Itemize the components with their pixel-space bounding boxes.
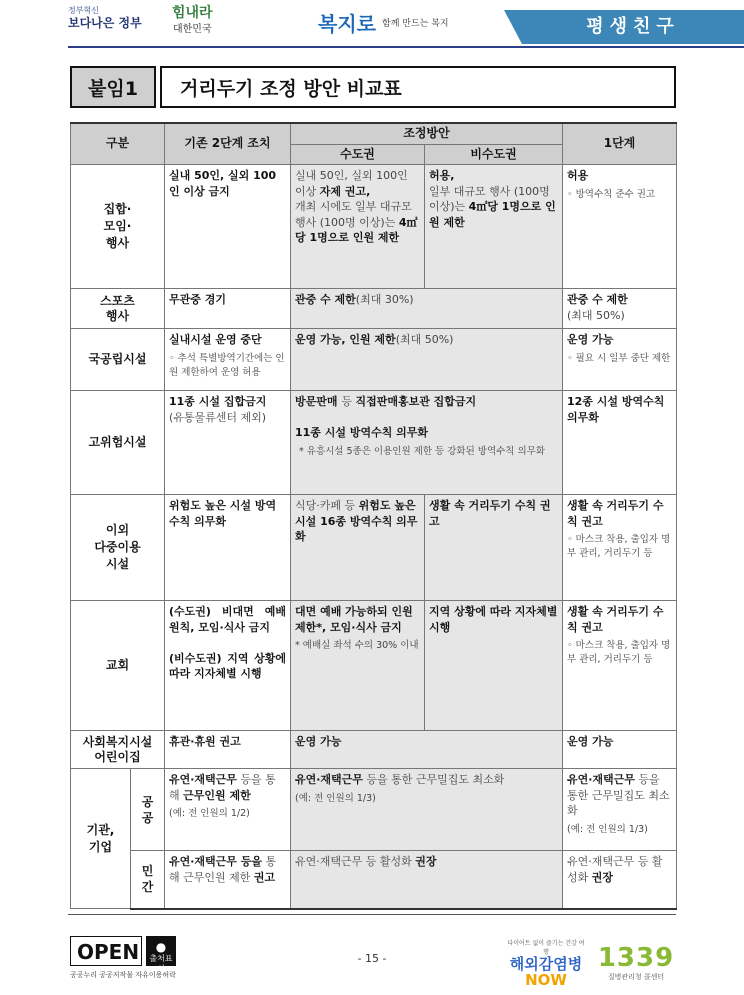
note: * 유흥시설 5종은 이용인원 제한 등 강화된 방역수칙 의무화 — [299, 445, 546, 457]
text: 4㎡당 1명으로 인원 제한 — [429, 200, 556, 229]
hotline-number: 1339 — [597, 943, 675, 973]
gov-innovation-logo — [68, 6, 142, 30]
header-current: 기존 2단계 조치 — [165, 123, 291, 165]
row-label-gathering: 집합· 모임· 행사 — [71, 165, 165, 289]
text: 실내시설 운영 중단 — [169, 333, 262, 346]
cell-highrisk-stage1: 12종 시설 방역수칙 의무화 — [563, 391, 677, 495]
table-row — [71, 289, 677, 329]
text: 관중 수 제한 — [295, 293, 356, 306]
cell-church-noncapital: 지역 상황에 따라 지자체별 시행 — [425, 601, 563, 731]
row-label-multiuse: 이외 다중이용 시설 — [71, 495, 165, 601]
text: 유연·재택근무 등 활성화 — [295, 855, 416, 868]
welfare-logo-text: 복지로 — [318, 12, 376, 36]
header-banner: 평생친구 — [522, 10, 744, 44]
cell-church-stage1 — [563, 601, 677, 731]
text: (수도권) 비대면 예배 원칙, 모임·식사 금지 — [169, 605, 286, 634]
cell-sports-current: 무관중 경기 — [165, 289, 291, 329]
header-capital: 수도권 — [291, 144, 425, 165]
text: 운영 가능 — [567, 333, 614, 346]
cell-welfare-current: 휴관·휴원 권고 — [165, 731, 291, 769]
attachment-tag: 붙임1 — [70, 66, 156, 108]
text: 권고 — [253, 870, 276, 884]
cell-gathering-noncapital — [425, 165, 563, 289]
text: 11종 시설 방역수칙 의무화 — [295, 426, 429, 439]
row-label-church: 교회 — [71, 601, 165, 731]
text: 운영 가능, 인원 제한 — [295, 333, 396, 346]
row-label-welfare: 사회복지시설 어린이집 — [71, 731, 165, 769]
text: 방문판매 — [295, 395, 342, 408]
text: 유연·재택근무 — [169, 773, 237, 786]
cell-church-capital — [291, 601, 425, 731]
text: 권장 — [415, 855, 437, 868]
welfare-logo-tagline: 함께 만드는 복지 — [382, 19, 449, 29]
cell-public-adjust — [291, 329, 563, 391]
note: ◦ 필요 시 일부 중단 제한 — [567, 352, 671, 364]
header-category: 구분 — [71, 123, 165, 165]
text: 허용 — [567, 169, 589, 182]
text: 직접판매홍보관 집합금지 — [355, 395, 477, 408]
korea-logo-sub: 대한민국 — [172, 24, 212, 35]
row-label-sports: 스포츠 행사 — [71, 289, 165, 329]
cell-gathering-current: 실내 50인, 실외 100인 이상 금지 — [165, 165, 291, 289]
open-license-logo: OPEN — [70, 936, 142, 966]
page-title: 거리두기 조정 방안 비교표 — [160, 66, 676, 108]
note: ◦ 마스크 착용, 출입자 명부 관리, 거리두기 등 — [567, 640, 671, 665]
note: (예: 전 인원의 1/2) — [169, 808, 250, 819]
cell-public-stage1 — [563, 329, 677, 391]
cell-business-private-adjust — [291, 851, 563, 909]
text: 근무인원 제한 — [183, 788, 251, 802]
table-row — [71, 329, 677, 391]
cell-highrisk-adjust — [291, 391, 563, 495]
comparison-table — [70, 122, 677, 910]
table-row — [71, 165, 677, 289]
footer-divider — [68, 914, 676, 915]
text: (유통물류센터 제외) — [169, 410, 267, 424]
cell-multiuse-capital — [291, 495, 425, 601]
row-label-public: 국공립시설 — [71, 329, 165, 391]
header-noncapital: 비수도권 — [425, 144, 563, 165]
text: 유연·재택근무 — [295, 773, 363, 786]
row-label-highrisk: 고위험시설 — [71, 391, 165, 495]
text: 실내 50인, 실외 100인 이상 — [295, 169, 408, 198]
note: (예: 전 인원의 1/3) — [567, 823, 648, 835]
cell-business-public-stage1 — [563, 769, 677, 851]
person-icon: ● — [155, 940, 167, 954]
cell-church-current — [165, 601, 291, 731]
note: ◦ 마스크 착용, 출입자 명부 관리, 거리두기 등 — [567, 534, 671, 559]
note: ◦ 방역수칙 준수 권고 — [567, 188, 656, 200]
cell-multiuse-noncapital: 생활 속 거리두기 수칙 권고 — [425, 495, 563, 601]
text: 대면 예배 가능하되 인원 제한*, 모임·식사 금지 — [295, 605, 413, 634]
overseas-now: NOW — [525, 971, 567, 989]
cell-business-private-stage1 — [563, 851, 677, 909]
cell-multiuse-stage1 — [563, 495, 677, 601]
text: 등을 통한 근무밀집도 최소화 — [567, 773, 670, 817]
text: 4㎡당 1명으로 인원 제한 — [295, 215, 418, 244]
header-stage1: 1단계 — [563, 123, 677, 165]
overseas-tagline: 다이어트 없이 즐기는 건강 여행 — [507, 940, 585, 956]
cell-gathering-capital — [291, 165, 425, 289]
text: 유연·재택근무 등 활성화 — [567, 855, 663, 884]
cell-welfare-adjust: 운영 가능 — [291, 731, 563, 769]
header-adjust: 조정방안 — [291, 123, 563, 144]
overseas-infection-logo — [505, 938, 587, 988]
note: (예: 전 인원의 1/3) — [295, 792, 376, 804]
text: (최대 50%) — [395, 333, 454, 346]
text: 일부 대규모 행사 (100명 이상)는 — [429, 184, 550, 213]
cell-multiuse-current: 위험도 높은 시설 방역수칙 의무화 — [165, 495, 291, 601]
welfare-logo — [318, 8, 376, 37]
table-row — [71, 495, 677, 601]
table-row — [71, 731, 677, 769]
text: 권장 — [591, 870, 614, 884]
text: 11종 시설 집합금지 — [169, 395, 267, 408]
text: (비수도권) 지역 상황에 따라 지자체별 시행 — [169, 651, 286, 680]
text: 유연·재택근무 등을 — [169, 855, 263, 868]
open-license-caption: 공공누리 공공저작물 자유이용허락 — [70, 971, 176, 979]
text: 통해 근무인원 제한 — [169, 855, 277, 884]
attribution-icon — [146, 936, 176, 973]
text: 생활 속 거리두기 수칙 권고 — [567, 499, 664, 528]
table-row — [71, 601, 677, 731]
row-label-business-public: 공 공 — [131, 769, 165, 851]
text: 관중 수 제한 — [567, 293, 628, 306]
text: 허용, — [429, 169, 455, 182]
cell-public-current — [165, 329, 291, 391]
text: 유연·재택근무 — [567, 773, 635, 786]
text: 자제 권고, — [319, 184, 371, 198]
cell-highrisk-current — [165, 391, 291, 495]
korea-logo-main: 힘내라 — [172, 5, 213, 21]
page-number: - 15 - — [357, 952, 387, 965]
text: 위험도 높은 시설 16종 방역수칙 의무화 — [295, 499, 418, 543]
text: (최대 30%) — [355, 293, 414, 306]
note: * 예배실 좌석 수의 30% 이내 — [295, 640, 419, 651]
hotline-logo — [596, 944, 676, 982]
cell-gathering-stage1 — [563, 165, 677, 289]
attribution-label: 출처표시 — [149, 954, 173, 973]
text: 등을 통해 — [169, 773, 276, 802]
hotline-caption: 질병관리청 콜센터 — [607, 973, 665, 981]
cell-sports-adjust — [291, 289, 563, 329]
table-row — [71, 851, 677, 909]
row-label-business-private: 민 간 — [131, 851, 165, 909]
overseas-main: 해외감염병 — [509, 955, 583, 973]
table-row — [71, 769, 677, 851]
cell-sports-stage1 — [563, 289, 677, 329]
text: (최대 50%) — [567, 308, 625, 322]
cell-business-public-current — [165, 769, 291, 851]
korea-cheer-logo — [172, 6, 213, 38]
row-label-business: 기관, 기업 — [71, 769, 131, 909]
text: 생활 속 거리두기 수칙 권고 — [567, 605, 664, 634]
table-row — [71, 391, 677, 495]
gov-logo-main-text: 보다나은 정부 — [68, 16, 142, 30]
text: 등을 통한 근무밀집도 최소화 — [362, 773, 505, 786]
cell-welfare-stage1: 운영 가능 — [563, 731, 677, 769]
text: 식당·카페 등 — [295, 499, 359, 512]
header-divider — [68, 46, 744, 48]
cell-business-private-current — [165, 851, 291, 909]
gov-logo-small-text: 정부혁신 — [68, 6, 99, 15]
page-header — [0, 0, 744, 56]
note: ◦ 추석 특별방역기간에는 인원 제한하여 운영 허용 — [169, 352, 285, 378]
cell-business-public-adjust — [291, 769, 563, 851]
text: 등 — [341, 395, 356, 408]
text: 개최 시에도 일부 대규모 행사 (100명 이상)는 — [295, 200, 412, 229]
